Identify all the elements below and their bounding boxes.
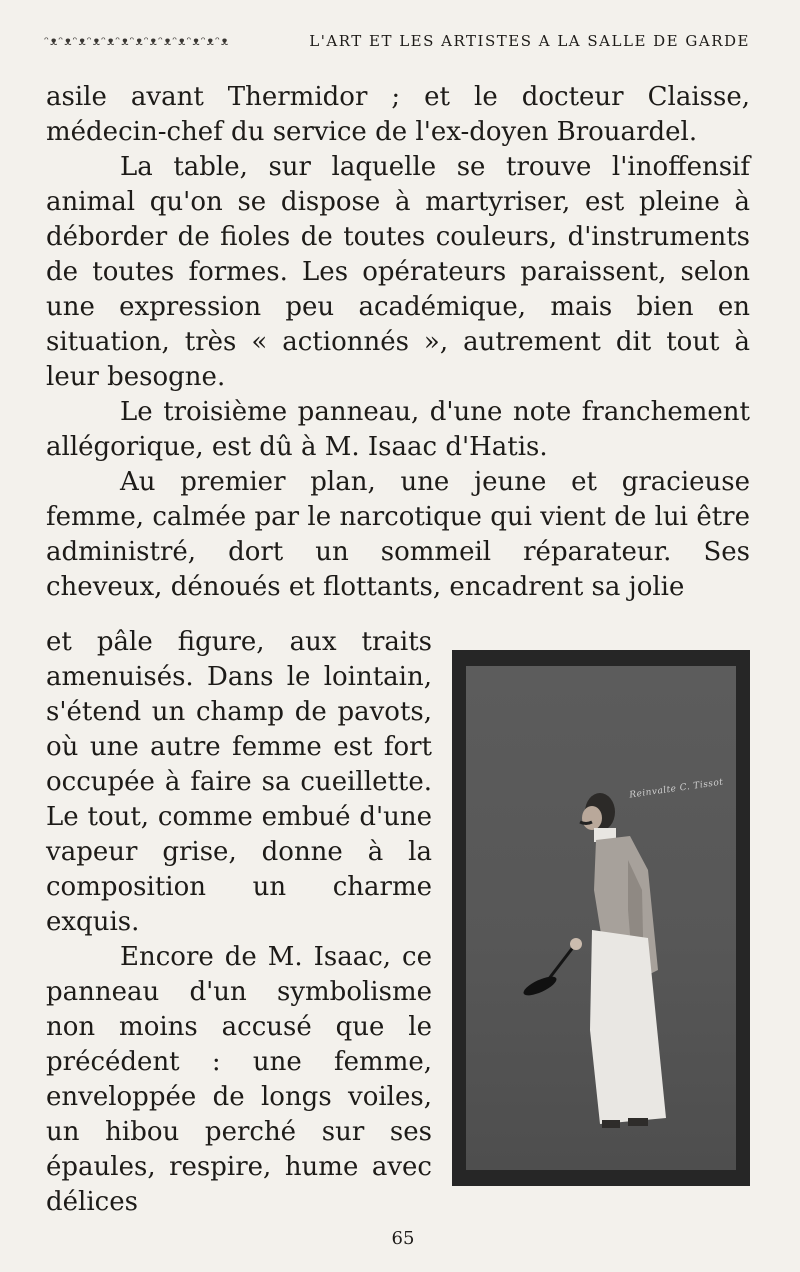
figure-face: [582, 806, 602, 830]
figure-foot: [602, 1120, 620, 1128]
header-ornament: ᵔᴥᵔᴥᵔᴥᵔᴥᵔᴥᵔᴥᵔᴥᵔᴥᵔᴥᵔᴥᵔᴥᵔᴥᵔᴥ: [44, 34, 230, 48]
paragraph-continued: asile avant Thermidor ; et le docteur Claisse, médecin-chef du service de l'ex-doyen Brouardel.: [46, 82, 750, 147]
paragraph: Au premier plan, une jeune et gracieuse femme, calmée par le narcotique qui vient de lui être administré, dort un sommeil réparateur. Ses cheveux, dénoués et flottants, encadrent sa jolie: [46, 467, 750, 602]
running-title: L'ART ET LES ARTISTES A LA SALLE DE GARDE: [309, 32, 750, 50]
paragraph-continued: et pâle figure, aux traits amenuisés. Dans le lointain, s'étend un champ de pavots, où une autre femme est fort occupée à faire sa cueillette. Le tout, comme embué d'une vapeur grise, donne à la composition un charme exquis.: [46, 627, 432, 937]
figure-illustration: [452, 650, 750, 1186]
figure-hand: [570, 938, 582, 950]
utensil-handle: [548, 946, 574, 980]
paragraph: La table, sur laquelle se trouve l'inoffensif animal qu'on se dispose à martyriser, est pleine à déborder de fioles de toutes couleurs, d'instruments de toutes formes. Les opérateurs paraissent, selon une expression peu académique, mais bien en situation, très « actionnés », autrement dit tout à leur besogne.: [46, 152, 750, 392]
figure-moustache: [580, 822, 592, 824]
utensil-pan: [521, 973, 559, 999]
running-header: [44, 28, 750, 58]
body-text-full-width: [46, 80, 750, 605]
paragraph: Le troisième panneau, d'une note franchement allégorique, est dû à M. Isaac d'Hatis.: [46, 397, 750, 462]
page-number: 65: [391, 1228, 415, 1249]
artist-signature: Reinvalte C. Tissot: [628, 777, 725, 801]
paragraph: Encore de M. Isaac, ce panneau d'un symbolisme non moins accusé que le précédent : une femme, enveloppée de longs voiles, un hibou perché sur ses épaules, respire, hume avec délices: [46, 942, 432, 1217]
figure-foot: [628, 1118, 648, 1126]
body-text-column: [46, 625, 432, 1220]
illustration-plate: [452, 650, 750, 1186]
